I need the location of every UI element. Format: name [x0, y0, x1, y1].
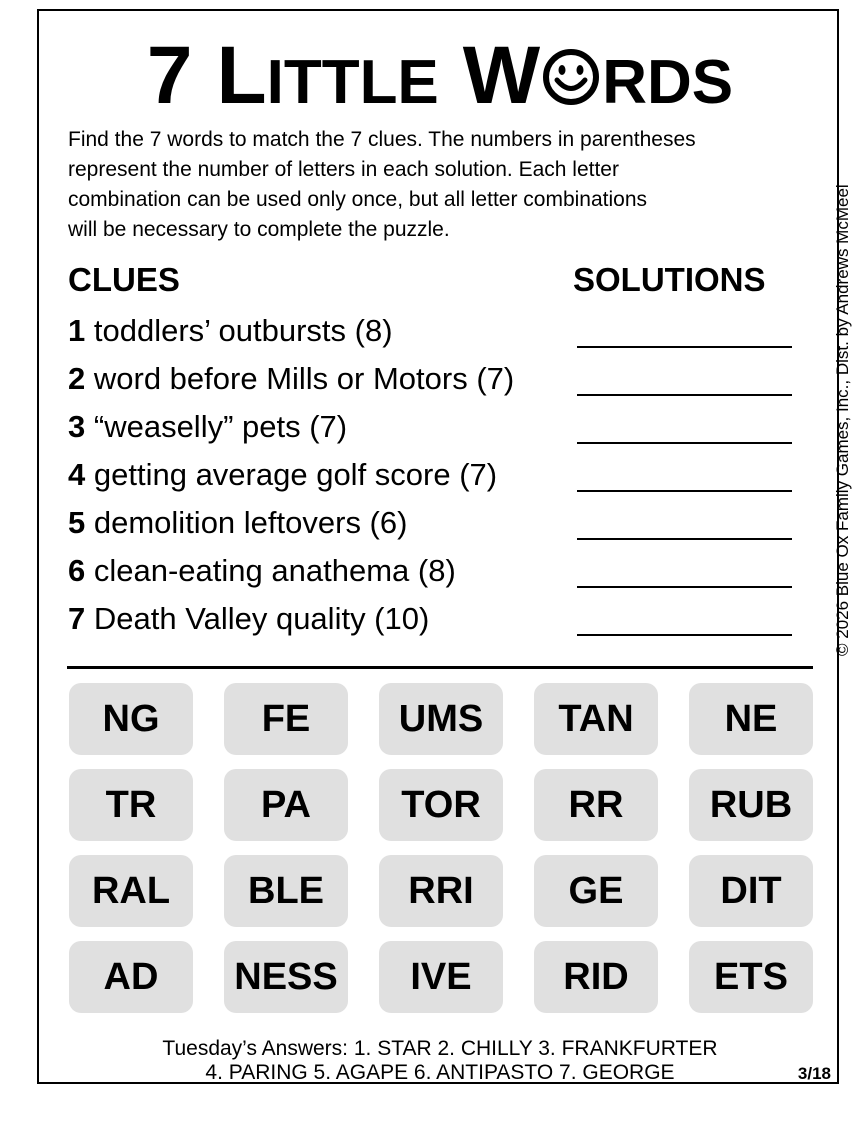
clue-4 — [68, 455, 497, 495]
solution-blank-3[interactable] — [577, 442, 792, 444]
instruction-line: will be necessary to complete the puzzle. — [68, 218, 450, 241]
clue-7 — [68, 599, 429, 639]
letter-tile[interactable]: TAN — [534, 683, 658, 755]
letter-tile[interactable]: GE — [534, 855, 658, 927]
clue-text: word before Mills or Motors (7) — [93, 361, 515, 396]
letter-tile[interactable]: RR — [534, 769, 658, 841]
instruction-line: represent the number of letters in each solution. Each letter — [68, 158, 619, 181]
clue-2 — [68, 359, 514, 399]
solution-blank-2[interactable] — [577, 394, 792, 396]
clue-number: 1 — [68, 313, 86, 348]
clue-text: demolition leftovers (6) — [93, 505, 408, 540]
letter-tile[interactable]: RRI — [379, 855, 503, 927]
copyright-notice: © 2026 Blue Ox Family Games, Inc., Dist. by Andrews McMeel — [833, 184, 852, 656]
clue-text: “weaselly” pets (7) — [93, 409, 348, 444]
letter-tile[interactable]: RUB — [689, 769, 813, 841]
clue-number: 7 — [68, 601, 86, 636]
clue-number: 2 — [68, 361, 86, 396]
puzzle-title — [39, 31, 841, 121]
previous-answers — [39, 1037, 841, 1085]
letter-tile[interactable]: ETS — [689, 941, 813, 1013]
solution-blank-6[interactable] — [577, 586, 792, 588]
solution-blank-5[interactable] — [577, 538, 792, 540]
letter-tile[interactable]: RAL — [69, 855, 193, 927]
smiley-face-icon — [541, 47, 601, 107]
title-w: W — [462, 30, 541, 121]
letter-tile[interactable]: FE — [224, 683, 348, 755]
clue-3 — [68, 407, 347, 447]
letter-tile[interactable]: NG — [69, 683, 193, 755]
letter-tile[interactable]: RID — [534, 941, 658, 1013]
instruction-line: combination can be used only once, but all letter combinations — [68, 188, 648, 211]
instruction-line: Find the 7 words to match the 7 clues. The numbers in parentheses — [68, 128, 696, 151]
letter-tile[interactable]: PA — [224, 769, 348, 841]
answers-line: Tuesday’s Answers: 1. STAR 2. CHILLY 3. FRANKFURTER — [162, 1037, 718, 1060]
clue-6 — [68, 551, 456, 591]
letter-tile[interactable]: DIT — [689, 855, 813, 927]
letter-tile[interactable]: IVE — [379, 941, 503, 1013]
letter-tile[interactable]: AD — [69, 941, 193, 1013]
clue-text: getting average golf score (7) — [93, 457, 498, 492]
letter-tile[interactable]: TR — [69, 769, 193, 841]
letter-tile[interactable]: UMS — [379, 683, 503, 755]
divider — [67, 666, 813, 669]
clue-number: 5 — [68, 505, 86, 540]
puzzle-date: 3/18 — [797, 1064, 831, 1083]
clue-5 — [68, 503, 407, 543]
answers-line: 4. PARING 5. AGAPE 6. ANTIPASTO 7. GEORGE — [205, 1061, 675, 1084]
solution-blank-1[interactable] — [577, 346, 792, 348]
puzzle-frame — [37, 9, 852, 1084]
instructions — [68, 125, 818, 245]
solution-blank-4[interactable] — [577, 490, 792, 492]
title-rds: RDS — [602, 48, 734, 117]
letter-tile[interactable]: NESS — [224, 941, 348, 1013]
title-ittle: ITTLE — [266, 48, 439, 117]
clue-text: Death Valley quality (10) — [93, 601, 430, 636]
letter-tile[interactable]: NE — [689, 683, 813, 755]
clue-text: clean-eating anathema (8) — [93, 553, 456, 588]
solution-blank-7[interactable] — [577, 634, 792, 636]
clue-number: 4 — [68, 457, 86, 492]
clue-text: toddlers’ outbursts (8) — [93, 313, 393, 348]
letter-tile[interactable]: TOR — [379, 769, 503, 841]
clue-number: 3 — [68, 409, 86, 444]
solutions-heading: SOLUTIONS — [573, 261, 766, 298]
clue-number: 6 — [68, 553, 86, 588]
clue-1 — [68, 311, 393, 351]
letter-tile[interactable]: BLE — [224, 855, 348, 927]
title-seven: 7 — [146, 30, 193, 121]
clues-heading: CLUES — [68, 261, 180, 298]
title-l: L — [216, 30, 267, 121]
